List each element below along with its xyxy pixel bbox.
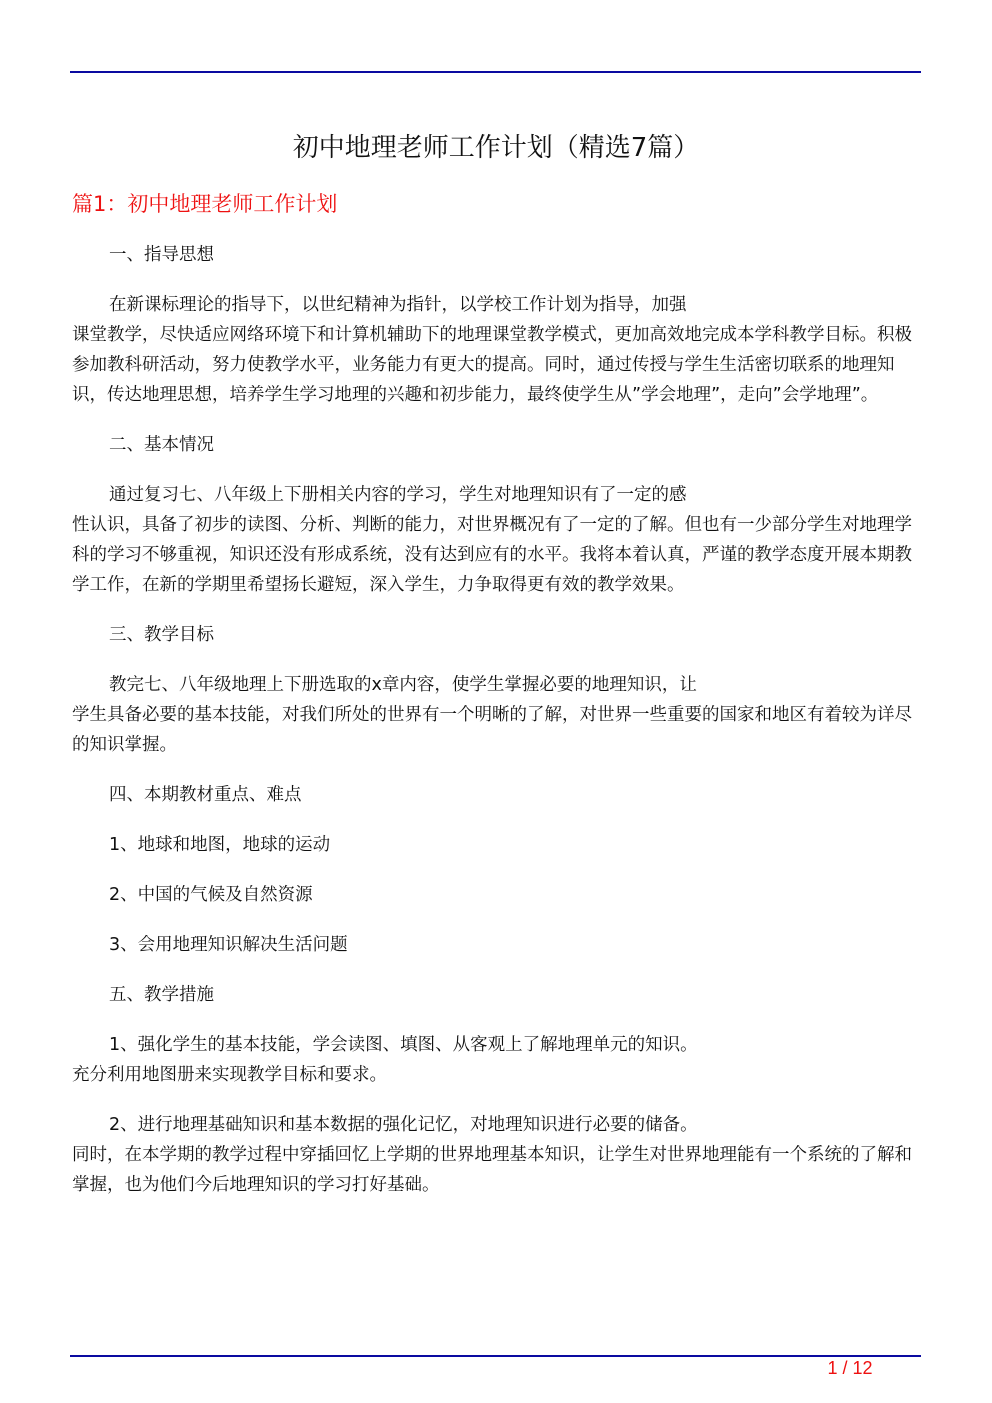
document-title: 初中地理老师工作计划（精选7篇） [292, 133, 700, 163]
paragraph-continued: 同时，在本学期的教学过程中穿插回忆上学期的世界地理基本知识，让学生对世界地理能有一个系统的了解和掌握，也为他们今后地理知识的学习打好基础。 [72, 1145, 912, 1195]
paragraph: 2、进行地理基础知识和基本数据的强化记忆，对地理知识进行必要的储备。 [109, 1115, 698, 1135]
paragraph: 在新课标理论的指导下，以世纪精神为指针，以学校工作计划为指导，加强 [109, 295, 687, 315]
footer-rule [70, 1355, 921, 1357]
paragraph-continued: 性认识，具备了初步的读图、分析、判断的能力，对世界概况有了一定的了解。但也有一少部分学生对地理学科的学习不够重视，知识还没有形成系统，没有达到应有的水平。我将本着认真，严谨的教学态度开展本期教学工作，在新的学期里希望扬长避短，深入学生，力争取得更有效的教学效果。 [72, 515, 912, 595]
list-item: 2、中国的气候及自然资源 [109, 885, 313, 905]
paragraph: 通过复习七、八年级上下册相关内容的学习，学生对地理知识有了一定的感 [109, 485, 687, 505]
list-item: 1、地球和地图，地球的运动 [109, 835, 331, 855]
document-body [72, 240, 914, 1200]
heading-basic-situation: 二、基本情况 [109, 435, 214, 455]
paragraph: 1、强化学生的基本技能，学会读图、填图、从客观上了解地理单元的知识。 [109, 1035, 698, 1055]
paragraph: 教完七、八年级地理上下册选取的x章内容，使学生掌握必要的地理知识，让 [109, 675, 697, 695]
heading-key-points: 四、本期教材重点、难点 [109, 785, 302, 805]
page-indicator: 1 / 12 [827, 1358, 873, 1378]
paragraph-continued: 充分利用地图册来实现教学目标和要求。 [72, 1065, 387, 1085]
header-rule [70, 71, 921, 73]
paragraph-continued: 课堂教学，尽快适应网络环境下和计算机辅助下的地理课堂教学模式，更加高效地完成本学科教学目标。积极参加教科研活动，努力使教学水平，业务能力有更大的提高。同时，通过传授与学生生活密切联系的地理知识，传达地理思想，培养学生学习地理的兴趣和初步能力，最终使学生从”学会地理”，走向”会学地理”。 [72, 325, 912, 405]
heading-guiding-ideology: 一、指导思想 [109, 245, 214, 265]
list-item: 3、会用地理知识解决生活问题 [109, 935, 348, 955]
section-heading: 篇1：初中地理老师工作计划 [72, 192, 338, 216]
heading-teaching-measures: 五、教学措施 [109, 985, 214, 1005]
heading-teaching-goals: 三、教学目标 [109, 625, 214, 645]
paragraph-continued: 学生具备必要的基本技能，对我们所处的世界有一个明晰的了解，对世界一些重要的国家和地区有着较为详尽的知识掌握。 [72, 705, 912, 755]
